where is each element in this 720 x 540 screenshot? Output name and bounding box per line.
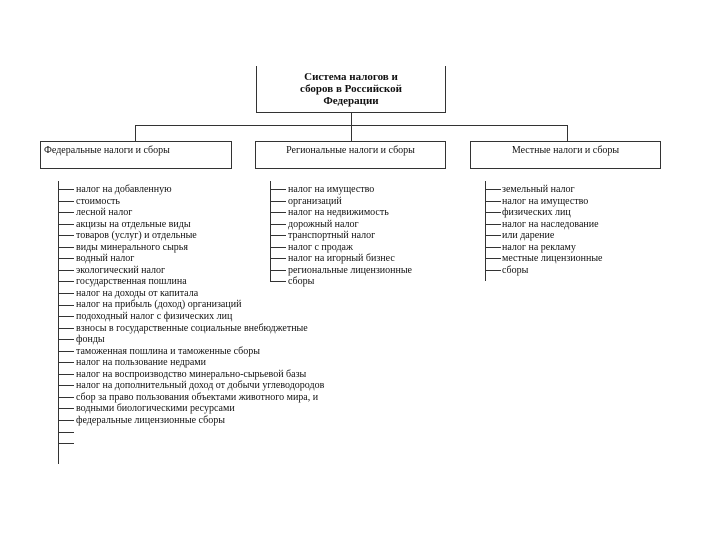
list-tick — [485, 201, 501, 202]
list-tick — [58, 351, 74, 352]
federal-tax-item: экологический налог — [76, 264, 166, 276]
category-local: Местные налоги и сборы — [470, 141, 661, 169]
list-tick — [58, 328, 74, 329]
root-left-edge — [256, 66, 257, 74]
regional-tax-item: организаций — [288, 195, 342, 207]
category-federal: Федеральные налоги и сборы — [40, 141, 232, 169]
federal-tax-item: государственная пошлина — [76, 276, 187, 288]
root-title-line-1: Система налогов и — [304, 71, 398, 83]
list-tick — [485, 258, 501, 259]
regional-tax-item: региональные лицензионные — [288, 264, 412, 276]
federal-tax-item: налог на добавленную — [76, 184, 172, 195]
federal-tax-item: налог на пользование недрами — [76, 357, 206, 369]
list-tick — [58, 247, 74, 248]
regional-tax-list — [288, 184, 412, 288]
regional-tax-item: налог на недвижимость — [288, 207, 389, 219]
local-tax-item: местные лицензионные — [502, 253, 603, 265]
regional-tax-item: дорожный налог — [288, 218, 359, 230]
federal-tax-item: водными биологическими ресурсами — [76, 403, 235, 415]
root-right-edge — [445, 66, 446, 74]
root-title-line-2: сборов в Российской — [300, 83, 402, 95]
list-tick — [58, 305, 74, 306]
list-tick — [58, 397, 74, 398]
list-tick — [485, 247, 501, 248]
regional-tax-item: сборы — [288, 276, 315, 288]
root-node-tax-system — [256, 68, 446, 113]
list-tick — [58, 235, 74, 236]
federal-tax-item: товаров (услуг) и отдельные — [76, 230, 197, 242]
local-tax-item: налог на рекламу — [502, 241, 576, 253]
list-tick — [58, 432, 74, 433]
list-tick — [58, 224, 74, 225]
federal-tax-item: налог на доходы от капитала — [76, 287, 199, 299]
list-tick — [485, 189, 501, 190]
federal-tax-item: фонды — [76, 334, 105, 346]
list-tick — [485, 235, 501, 236]
federal-tax-item: лесной налог — [76, 207, 133, 219]
category-regional: Региональные налоги и сборы — [255, 141, 446, 169]
list-tick — [58, 258, 74, 259]
regional-tax-item: налог на игорный бизнес — [288, 253, 395, 265]
local-tax-item: налог на имущество — [502, 195, 589, 207]
federal-tax-item: взносы в государственные социальные внебюджетные — [76, 322, 308, 334]
regional-tax-item: транспортный налог — [288, 230, 376, 242]
list-tick — [58, 293, 74, 294]
federal-tax-item: сбор за право пользования объектами животного мира, и — [76, 391, 319, 403]
list-tick — [58, 443, 74, 444]
federal-tax-item: налог на дополнительный доход от добычи углеводородов — [76, 380, 325, 392]
local-list-line — [485, 181, 486, 281]
list-tick — [58, 339, 74, 340]
list-tick — [485, 270, 501, 271]
federal-tax-item: водный налог — [76, 253, 135, 265]
list-tick — [58, 420, 74, 421]
list-tick — [58, 281, 74, 282]
list-tick — [58, 212, 74, 213]
list-tick — [58, 189, 74, 190]
federal-tax-item: таможенная пошлина и таможенные сборы — [76, 345, 260, 357]
list-tick — [58, 374, 74, 375]
list-tick — [485, 212, 501, 213]
regional-tax-item: налог на имущество — [288, 184, 375, 195]
local-tax-item: физических лиц — [502, 207, 571, 219]
federal-tax-item: стоимость — [76, 195, 120, 207]
list-tick — [58, 362, 74, 363]
regional-tax-item: налог с продаж — [288, 241, 353, 253]
federal-tax-item: акцизы на отдельные виды — [76, 218, 191, 230]
connector-regional — [351, 125, 352, 141]
federal-tax-item: налог на воспроизводство минерально-сырьевой базы — [76, 368, 307, 380]
list-tick — [58, 201, 74, 202]
connector-federal — [135, 125, 136, 141]
local-tax-item: налог на наследование — [502, 218, 599, 230]
local-tax-item: сборы — [502, 264, 529, 276]
local-tax-item: или дарение — [502, 230, 555, 242]
list-tick — [58, 316, 74, 317]
list-tick — [58, 385, 74, 386]
list-tick — [485, 224, 501, 225]
list-tick — [58, 408, 74, 409]
root-title-line-3: Федерации — [323, 95, 379, 107]
federal-tax-item: подоходный налог с физических лиц — [76, 311, 233, 323]
federal-tax-item: налог на прибыль (доход) организаций — [76, 299, 242, 311]
connector-local — [567, 125, 568, 141]
federal-tax-item: виды минерального сырья — [76, 241, 188, 253]
federal-tax-item: федеральные лицензионные сборы — [76, 414, 225, 426]
local-tax-list — [502, 184, 602, 276]
list-tick — [58, 270, 74, 271]
local-tax-item: земельный налог — [502, 184, 575, 195]
